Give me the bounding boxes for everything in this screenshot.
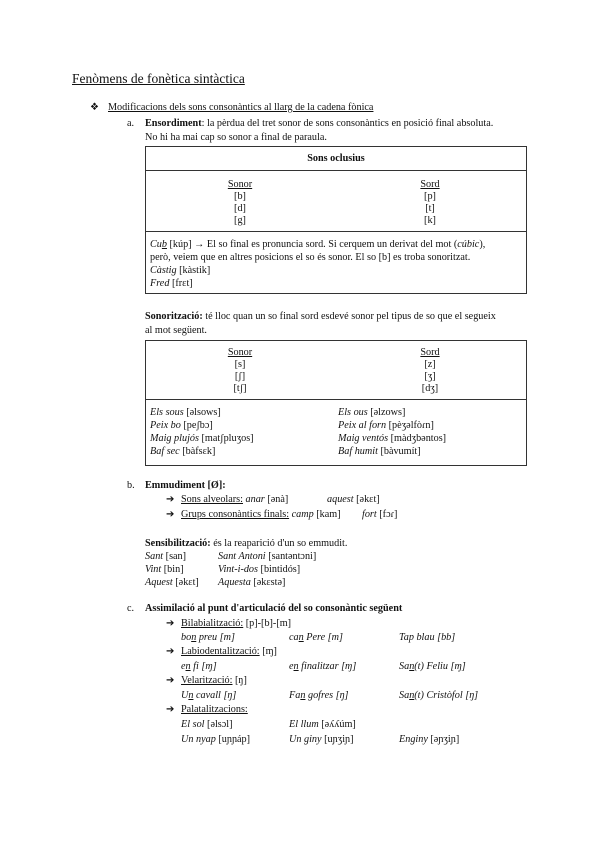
table1-sord-3: [k] — [424, 215, 436, 226]
sonoritzacio-term: Sonorització: — [145, 311, 203, 322]
palatal-ex-2: El llum [əʎʎúm] — [289, 719, 356, 730]
table1-sonor-2: [d] — [234, 203, 246, 214]
emmudiment-item-1b: aquest [əkɛt] — [327, 494, 380, 505]
table2-left-ex-1: Els sous [əlsows] — [150, 407, 221, 418]
sens-right-1: Sant Antoni [santəntɔni] — [218, 551, 317, 562]
table2-sonor-head: Sonor — [227, 347, 253, 358]
table2-sord-3: [dʒ] — [421, 383, 439, 394]
page-title: Fenòmens de fonètica sintàctica — [72, 71, 245, 86]
arrow-icon: ➔ — [166, 509, 175, 520]
table1-sonor-3: [g] — [234, 215, 246, 226]
ensordiment-term: Ensordiment — [145, 118, 202, 129]
table1-sord-2: [t] — [425, 203, 435, 214]
table2-right-ex-4: Baf humit [bàvumít] — [338, 446, 421, 457]
table1-example-1: Cub [kúp] → El so final es pronuncia sord. Si cerquem un derivat del mot (cúbic), — [150, 239, 486, 250]
section-bullet: ❖ — [90, 102, 100, 113]
labiodental-ex-2: en finalitzar [ɱ] — [289, 661, 357, 672]
table-oclusius-title: Sons oclusius — [307, 153, 365, 164]
table2-right-ex-1: Els ous [əlzows] — [338, 407, 406, 418]
table1-sonor-head: Sonor — [227, 179, 253, 190]
velar-ex-2: Fan gofres [ŋ] — [289, 690, 349, 701]
sonoritzacio-line1: Sonorització: té lloc quan un so final sord esdevé sonor pel tipus de so que el segueix — [145, 311, 496, 322]
table2-left-ex-2: Peix bo [peʃbɔ] — [150, 420, 213, 431]
emmudiment-item-1: Sons alveolars: anar [ənà] — [181, 494, 289, 505]
emmudiment-item-2b: fort [fɔɾ] — [362, 509, 398, 520]
item-c-marker: c. — [127, 603, 135, 614]
example-word-cub: Cub — [150, 239, 167, 250]
emmudiment-term: Emmudiment [Ø]: — [145, 480, 226, 491]
sonoritzacio-line2: al mot següent. — [145, 325, 207, 336]
table1-example-4: Fred [frɛt] — [150, 278, 193, 289]
table2-sord-2: [ʒ] — [424, 371, 436, 382]
bilabial-ex-3: Tap blau [bb] — [399, 632, 456, 643]
palatal-ex-3: Un nyap [uɲɲáp] — [181, 734, 251, 745]
table2-sonor-2: [ʃ] — [234, 371, 246, 382]
assimilacio-term: Assimilació al punt d'articulació del so consonàntic següent — [145, 603, 403, 614]
section-heading: Modificacions dels sons consonàntics al llarg de la cadena fònica — [108, 102, 374, 113]
labiodentalitzacio-label: Labiodentalització: [ɱ] — [181, 646, 277, 657]
table1-example-2: però, veiem que en altres posicions el so és sonor. El so [b] es troba sonoritzat. — [150, 252, 471, 263]
item-a-marker: a. — [127, 118, 135, 129]
item-a-line1 — [145, 117, 493, 130]
arrow-icon: ➔ — [166, 646, 175, 657]
sensibilitzacio-term: Sensibilització: — [145, 538, 211, 549]
velaritzacio-label: Velarització: [ŋ] — [181, 675, 247, 686]
table2-left-ex-4: Baf sec [bàfsɛk] — [150, 446, 216, 457]
labiodental-ex-3: San(t) Feliu [ɱ] — [399, 661, 466, 672]
sens-left-3: Aquest [əkɛt] — [145, 577, 199, 588]
table2-sord-head: Sord — [420, 347, 440, 358]
arrow-icon: ➔ — [166, 675, 175, 686]
sens-right-3: Aquesta [əkɛstə] — [218, 577, 286, 588]
table2-left-ex-3: Maig plujós [matʃpluʒos] — [150, 433, 254, 444]
emmudiment-item-2: Grups consonàntics finals: camp [kam] — [181, 509, 341, 520]
labiodental-ex-1: en fi [ɱ] — [181, 661, 217, 672]
item-a-line2: No hi ha mai cap so sonor a final de paraula. — [145, 132, 327, 143]
arrow-icon: ➔ — [166, 618, 175, 629]
table1-sord-1: [p] — [424, 191, 436, 202]
sens-left-2: Vint [bin] — [145, 564, 184, 575]
sens-right-2: Vint-i-dos [bintidós] — [218, 564, 301, 575]
bilabial-ex-2: can Pere [m] — [289, 632, 343, 643]
sensibilitzacio-line: Sensibilització: és la reaparició d'un so emmudit. — [145, 538, 348, 549]
bilabial-ex-1: bon preu [m] — [181, 632, 235, 643]
arrow-icon: ➔ — [166, 494, 175, 505]
table1-sord-head: Sord — [420, 179, 440, 190]
bilabialitzacio-label: Bilabialització: [p]-[b]-[m] — [181, 618, 292, 629]
table2-sonor-3: [tʃ] — [233, 383, 247, 394]
table1-sonor-1: [b] — [234, 191, 246, 202]
palatal-ex-5: Enginy [əɲʒiɲ] — [399, 734, 460, 745]
table2-sonor-1: [s] — [234, 359, 246, 370]
table2-right-ex-2: Peix al forn [pèʒəlfòɾn] — [338, 420, 434, 431]
item-b-marker: b. — [127, 480, 135, 491]
table2-right-ex-3: Maig ventós [màdʒbəntos] — [338, 433, 447, 444]
sens-left-1: Sant [san] — [145, 551, 187, 562]
velar-ex-3: San(t) Cristòfol [ŋ] — [399, 690, 479, 701]
palatal-ex-4: Un giny [uɲʒiɲ] — [289, 734, 354, 745]
table1-example-3: Càstig [kàstik] — [150, 265, 211, 276]
table2-sord-1: [z] — [424, 359, 436, 370]
palatalitzacions-label: Palatalitzacions: — [181, 704, 248, 715]
arrow-icon: ➔ — [166, 704, 175, 715]
velar-ex-1: Un cavall [ŋ] — [181, 690, 237, 701]
palatal-ex-1: El sol [əlsɔl] — [181, 719, 233, 730]
ensordiment-text: : la pèrdua del tret sonor de sons consonàntics en posició final absoluta. — [201, 118, 494, 129]
